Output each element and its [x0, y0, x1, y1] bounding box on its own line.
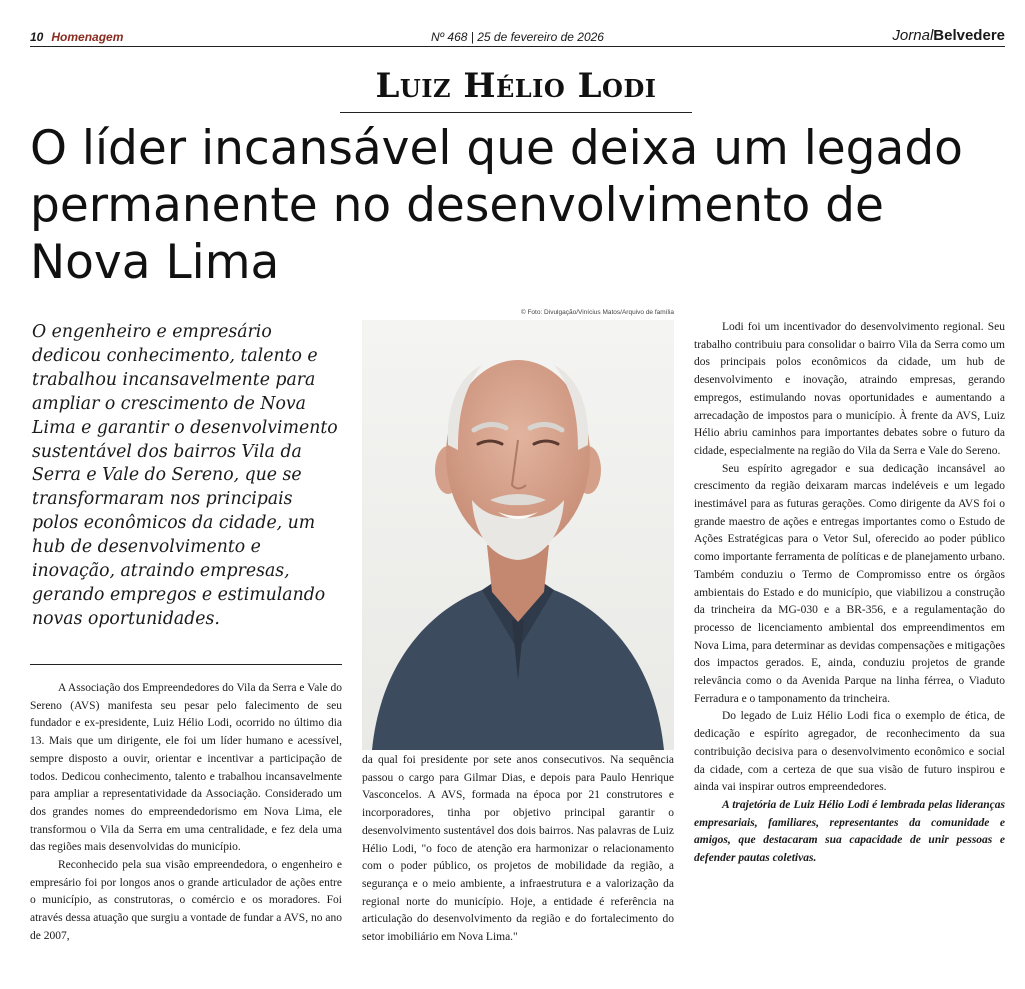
logo-bold: Belvedere — [933, 27, 1005, 44]
page-header — [30, 27, 1005, 47]
article-headline: O líder incansável que deixa um legado permanente no desenvolvimento de Nova Lima — [30, 121, 963, 290]
text-column-3 — [694, 319, 1005, 868]
lead-divider — [30, 664, 342, 665]
newspaper-logo — [892, 27, 1005, 44]
paragraph: Lodi foi um incentivador do desenvolvimento regional. Seu trabalho contribuiu para consolidar o bairro Vila da Serra como um dos principais polos econômicos da cidade, um hub de desenvolvimento e inovação, atraindo empresas, gerando empregos, estimulando novas oportunidades e aumentando a arrecadação de impostos para o município. À frente da AVS, Luiz Hélio abriu caminhos para importantes debates sobre o futuro da cidade, especialmente na região do Vila da Serra e Vale do Sereno. — [694, 321, 1005, 457]
paragraph: Do legado de Luiz Hélio Lodi fica o exemplo de ética, de dedicação e espírito agregador, de reconhecimento da sua contribuição decisiva para o desenvolvimento econômico e social da cidade, com a certeza de que sua visão de futuro inspirou e ainda vai inspirar outros empreendedores. — [694, 710, 1005, 794]
page-folio — [30, 30, 123, 44]
issue-number: Nº 468 — [431, 30, 468, 44]
paragraph: Seu espírito agregador e sua dedicação incansável ao crescimento da região deixaram marcas indeléveis e um legado inestimável para as futuras gerações. Como dirigente da AVS foi o grande maestro de ações e entregas importantes como o Estudo de Ações Estratégicas para o Vetor Sul, oferecido ao poder público como importante ferramenta de políticas e de planejamento urbano. Também conduziu o Termo de Compromisso entre os órgãos ambientais do Estado e do município, que viabilizou a construção da trincheira da MG-030 e a BR-356, e a regulamentação do processo de licenciamento ambiental dos empreendimentos em Nova Lima, para determinar as devidas compensações e mitigações dos impactos gerados. E, ainda, conduziu projetos de grande relevância como o da Avenida Parque na linha férrea, o Viaduto Ferradura e o tamponamento da trincheira. — [694, 462, 1005, 705]
text-column-1 — [30, 680, 342, 946]
page-number: 10 — [30, 30, 44, 44]
portrait-illustration — [362, 320, 674, 750]
paragraph: da qual foi presidente por sete anos consecutivos. Na sequência passou o cargo para Gilmar Dias, e depois para Paulo Henrique Vasconcelos. A AVS, formada na época por 21 construtores e incorporadores, tinha por objetivo principal garantir o desenvolvimento sustentável dos dois bairros. Nas palavras de Luiz Hélio Lodi, "o foco de atenção era harmonizar o relacionamento com o poder público, os projetos de mobilidade da região, a segurança e o meio ambiente, a infraestrutura e a valorização da regional norte do município. Hoje, a entidade é referência na articulação do desenvolvimento da região e do fortalecimento do setor imobiliário em Nova Lima." — [362, 754, 674, 944]
closing-paragraph: A trajetória de Luiz Hélio Lodi é lembrada pelas lideranças empresariais, familiares, representantes da comunidade e amigos, que destacaram sua capacidade de unir pessoas e defender pautas coletivas. — [694, 798, 1005, 865]
article-kicker: Luiz Hélio Lodi — [340, 66, 692, 113]
logo-light: Jornal — [892, 27, 934, 44]
portrait-photo — [362, 320, 674, 750]
issue-info: Nº 468 | 25 de fevereiro de 2026 — [431, 30, 604, 44]
paragraph: Reconhecido pela sua visão empreendedora, o engenheiro e empresário foi por longos anos o grande articulador de ações entre o município, as construtoras, o comércio e os moradores. Foi através dessa atuação que surgiu a vontade de fundar a AVS, no ano de 2007, — [30, 859, 342, 942]
article-lead: O engenheiro e empresário dedicou conhecimento, talento e trabalhou incansavelmente para ampliar o crescimento de Nova Lima e garantir o desenvolvimento sustentável dos bairros Vila da Serra e Vale do Sereno, que se transformaram nos principais polos econômicos da cidade, um hub de desenvolvimento e inovação, atraindo empresas, gerando empregos e estimulando novas oportunidades. — [32, 322, 338, 629]
section-name: Homenagem — [51, 30, 124, 44]
text-column-2 — [362, 752, 674, 947]
issue-date: 25 de fevereiro de 2026 — [477, 30, 604, 44]
photo-credit: © Foto: Divulgação/Vinícius Matos/Arquivo de família — [520, 309, 674, 316]
paragraph: A Associação dos Empreendedores do Vila da Serra e Vale do Sereno (AVS) manifesta seu pesar pelo falecimento de seu fundador e ex-presidente, Luiz Hélio Lodi, ocorrido no último dia 13. Mais que um dirigente, ele foi um líder humano e acessível, sempre disposto a ouvir, orientar e incentivar a participação de todos. Dedicou conhecimento, talento e trabalhou incansavelmente para ampliar a representatividade da Associação. Considerado um dos grandes nomes do empreendedorismo em Nova Lima, ele transformou o Vila da Serra em uma centralidade, e fez dela uma das regiões mais desenvolvidas do município. — [30, 682, 342, 854]
